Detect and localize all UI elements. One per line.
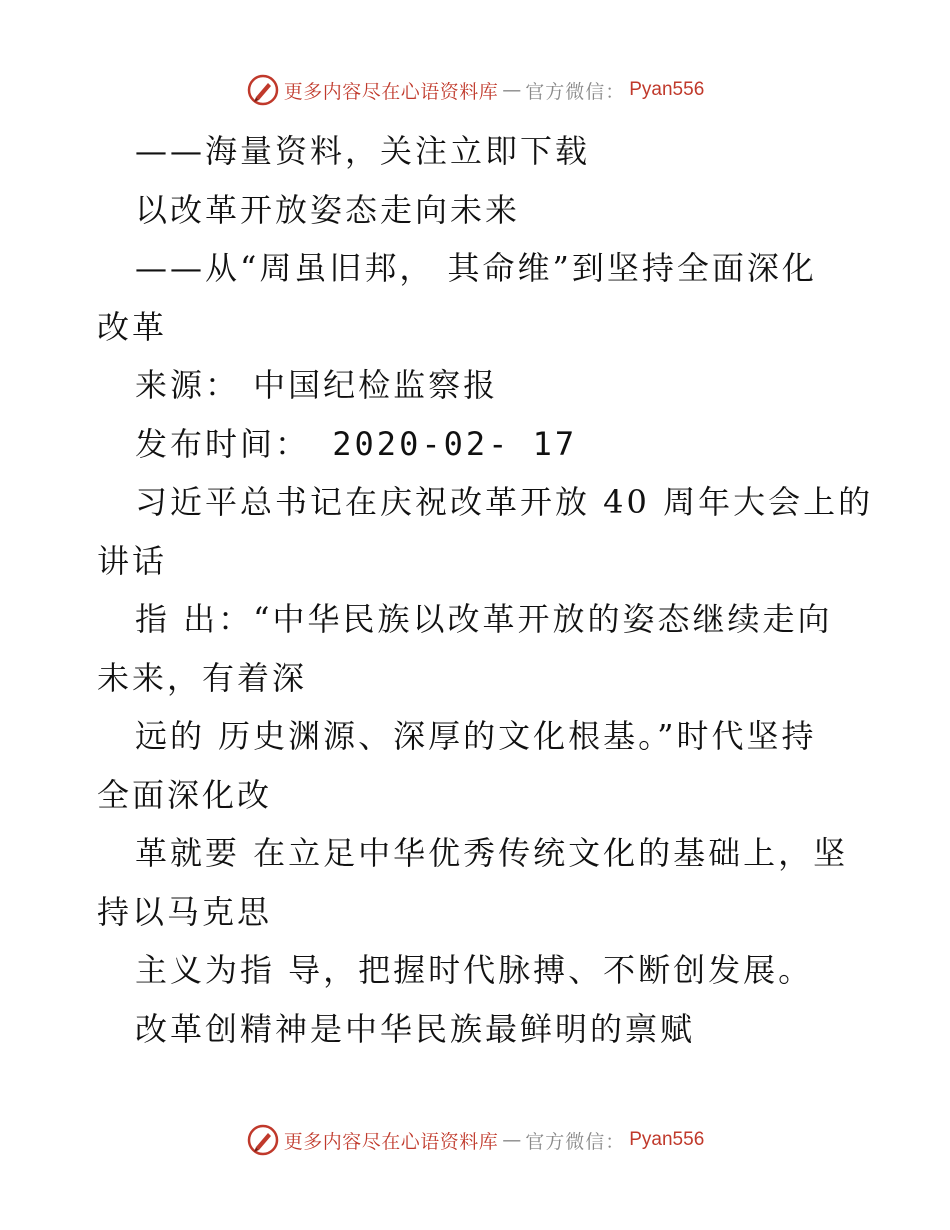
- paragraph-line: 全面深化改: [97, 775, 273, 814]
- pen-logo-icon: [246, 1123, 280, 1157]
- watermark-wechat-id: Pyan556: [629, 1129, 705, 1150]
- paragraph-line: 革就要 在立足中华优秀传统文化的基础上，坚: [135, 834, 849, 872]
- watermark-brand-text: 更多内容尽在心语资料库: [283, 80, 499, 103]
- source-line: 来源： 中国纪检监察报: [135, 366, 499, 404]
- header-watermark: [0, 70, 950, 110]
- paragraph-line: 习近平总书记在庆祝改革开放 40 周年大会上的: [135, 483, 874, 521]
- article-body: [97, 122, 874, 1058]
- watermark-wechat-id: Pyan556: [629, 79, 705, 100]
- watermark-brand-text: 更多内容尽在心语资料库: [283, 1130, 499, 1153]
- article-subtitle-cont: 改革: [97, 307, 168, 346]
- publish-time-line: 发布时间： 2020-02- 17: [135, 424, 578, 463]
- paragraph-line: 讲话: [97, 541, 168, 580]
- paragraph-line: 主义为指 导，把握时代脉搏、不断创发展。: [135, 951, 814, 989]
- watermark-official-label: 官方微信：: [525, 1130, 626, 1153]
- watermark-separator: —: [502, 1129, 522, 1151]
- subtitle-line: ——海量资料，关注立即下载: [135, 132, 591, 170]
- article-title: 以改革开放姿态走向未来: [135, 190, 521, 229]
- footer-watermark: [0, 1120, 950, 1160]
- paragraph-line: 未来，有着深: [97, 658, 308, 697]
- pen-logo-icon: [246, 73, 280, 107]
- paragraph-line: 改革创精神是中华民族最鲜明的禀赋: [135, 1009, 696, 1048]
- watermark-separator: —: [502, 79, 522, 101]
- article-subtitle: ——从“周虽旧邦， 其命维”到坚持全面深化: [135, 249, 817, 287]
- watermark-official-label: 官方微信：: [525, 80, 626, 103]
- paragraph-line: 远的 历史渊源、深厚的文化根基。”时代坚持: [135, 717, 817, 755]
- paragraph-line: 持以马克思: [97, 892, 273, 931]
- paragraph-line: 指 出：“中华民族以改革开放的姿态继续走向: [135, 600, 833, 638]
